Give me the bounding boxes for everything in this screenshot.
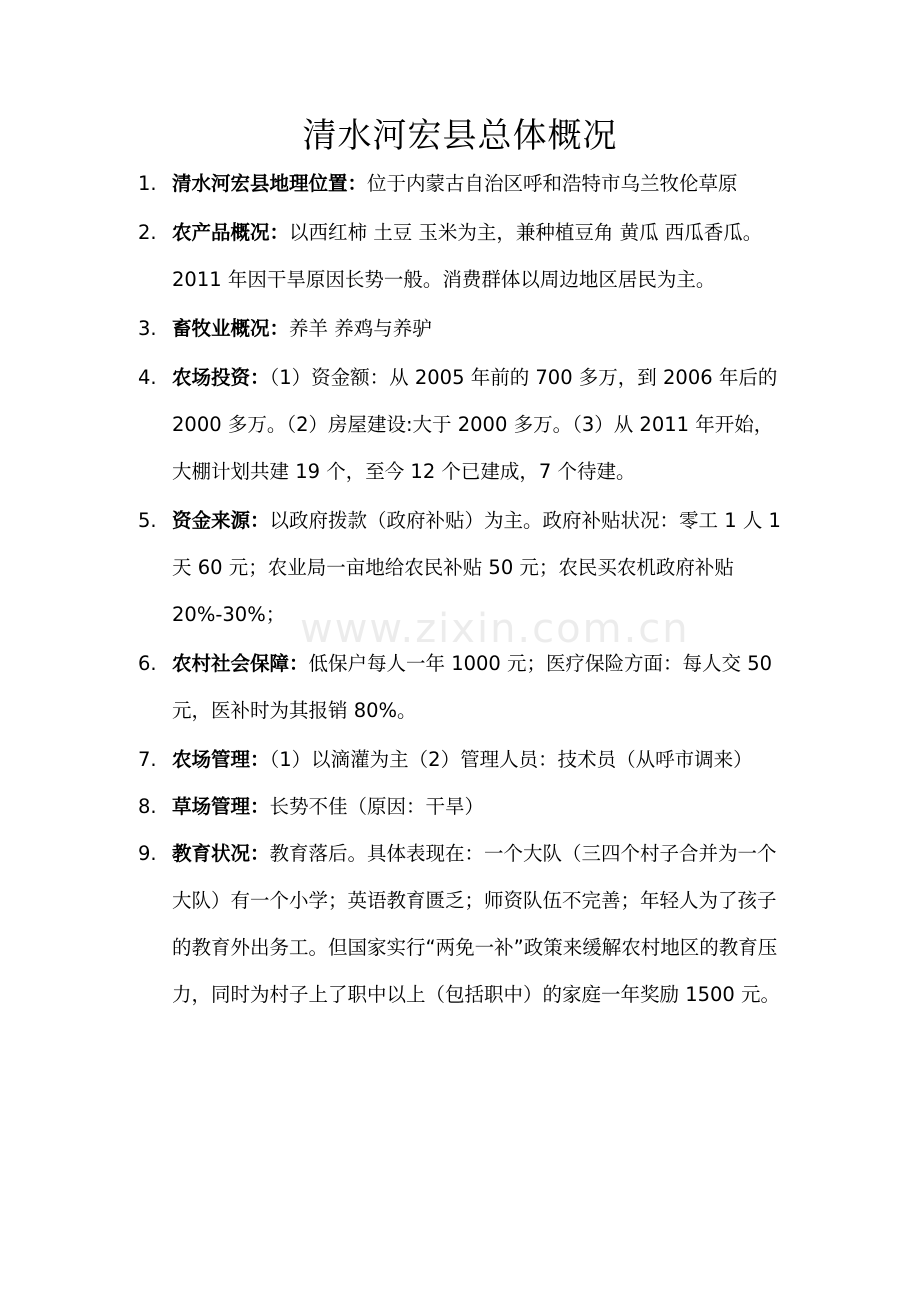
list-item <box>138 497 788 638</box>
item-number: 8. <box>138 795 157 818</box>
item-label: 农村社会保障： <box>172 652 309 675</box>
item-label: 农场投资： <box>172 366 270 389</box>
item-number: 7. <box>138 748 157 771</box>
list-item <box>138 305 788 352</box>
item-text: 教育落后。具体表现在：一个大队（三四个村子合并为一个大队）有一个小学；英语教育匮乏；师资队伍不完善；年轻人为了孩子的教育外出务工。但国家实行“两免一补”政策来缓解农村地区的教育压力，同时为村子上了职中以上（包括职中）的家庭一年奖励 1500 元。 <box>172 842 781 1006</box>
item-label: 教育状况： <box>172 842 270 865</box>
item-text: 长势不佳（原因：干旱） <box>269 795 485 818</box>
list-item <box>138 783 788 830</box>
list-item <box>138 830 788 1018</box>
item-label: 农产品概况： <box>172 221 290 244</box>
item-label: 清水河宏县地理位置： <box>172 172 368 195</box>
item-number: 9. <box>138 842 157 865</box>
item-number: 4. <box>138 366 157 389</box>
page-title: 清水河宏县总体概况 <box>302 116 618 156</box>
item-number: 5. <box>138 509 157 532</box>
list-item <box>138 354 788 495</box>
item-label: 农场管理： <box>172 748 270 771</box>
list-item <box>138 736 788 783</box>
item-label: 草场管理： <box>172 795 270 818</box>
list-item <box>138 160 788 207</box>
item-label: 畜牧业概况： <box>172 317 290 340</box>
item-label: 资金来源： <box>172 509 270 532</box>
item-text: （1）以滴灌为主（2）管理人员：技术员（从呼市调来） <box>269 748 753 771</box>
list-item <box>138 209 788 303</box>
item-text: 低保户每人一年 1000 元；医疗保险方面：每人交 50 元，医补时为其报销 80%。 <box>172 652 773 722</box>
item-number: 3. <box>138 317 157 340</box>
watermark: www.zixin.com.cn <box>300 606 690 652</box>
item-text: 位于内蒙古自治区呼和浩特市乌兰牧伦草原 <box>367 172 738 195</box>
overview-list <box>138 160 788 1020</box>
item-text: 养羊 养鸡与养驴 <box>289 317 432 340</box>
item-number: 2. <box>138 221 157 244</box>
item-text: 以西红柿 土豆 玉米为主，兼种植豆角 黄瓜 西瓜香瓜。2011 年因干旱原因长势一般。消费群体以周边地区居民为主。 <box>172 221 763 291</box>
item-number: 1. <box>138 172 157 195</box>
item-text: 以政府拨款（政府补贴）为主。政府补贴状况：零工 1 人 1 天 60 元；农业局一亩地给农民补贴 50 元；农民买农机政府补贴 20%-30%； <box>172 509 781 626</box>
item-number: 6. <box>138 652 157 675</box>
item-text: （1）资金额：从 2005 年前的 700 多万，到 2006 年后的 2000 多万。（2）房屋建设:大于 2000 多万。（3）从 2011 年开始，大棚计划共建 19 个，至今 12 个已建成，7 个待建。 <box>172 366 778 483</box>
list-item <box>138 640 788 734</box>
